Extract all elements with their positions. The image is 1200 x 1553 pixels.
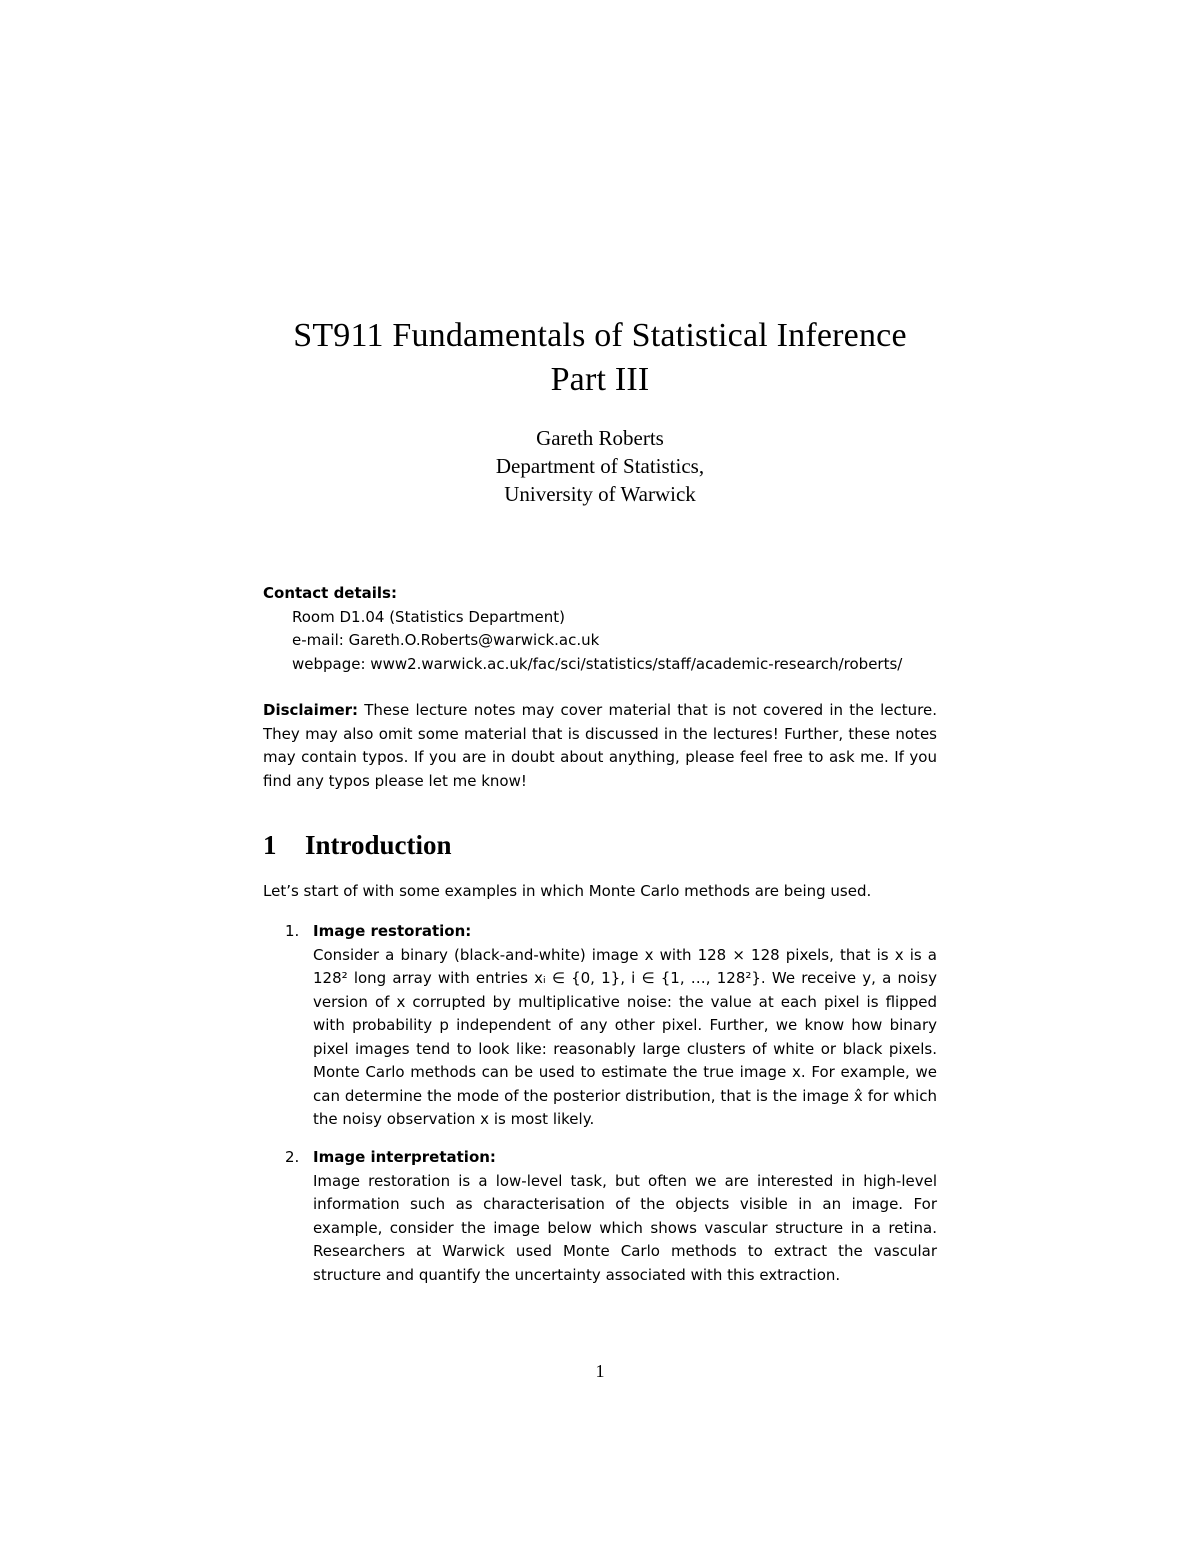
contact-heading: Contact details: [263,584,397,602]
contact-email: e-mail: Gareth.O.Roberts@warwick.ac.uk [292,631,600,649]
list-item-content [313,920,937,1132]
disclaimer-paragraph [263,699,937,793]
list-item-text: Consider a binary (black-and-white) image x with 128 × 128 pixels, that is x is a 128² long array with entries xᵢ ∈ {0, 1}, i ∈ {1, …, 128²}. We receive y, a noisy version of x corrupted by multiplicative noise: the value at each pixel is flipped with probability p independent of any other pixel. Further, we know how binary pixel images tend to look like: reasonably large clusters of white or black pixels. Monte Carlo methods can be used to estimate the true image x. For example, we can determine the mode of the posterior distribution, that is the image x̂ for which the noisy observation x is most likely. [313,945,937,1128]
contact-room: Room D1.04 (Statistics Department) [292,607,566,626]
list-item-image-restoration [263,920,937,1132]
document-subtitle: Part III [550,361,650,398]
list-item-image-interpretation [263,1146,937,1287]
contact-details [263,582,937,676]
list-item-title: Image restoration: [313,922,472,940]
page-number: 1 [595,1361,605,1381]
section-title: Introduction [305,830,452,860]
disclaimer-label: Disclaimer: [263,701,359,719]
section-number: 1 [263,830,277,860]
document-title: ST911 Fundamentals of Statistical Inference [293,317,907,354]
author-university: University of Warwick [504,482,696,506]
contact-webpage: webpage: www2.warwick.ac.uk/fac/sci/statistics/staff/academic-research/roberts/ [292,654,903,673]
section-intro: Let’s start of with some examples in which Monte Carlo methods are being used. [263,882,872,900]
section-heading [263,827,452,863]
author-name: Gareth Roberts [536,426,664,450]
list-item-text: Image restoration is a low-level task, but often we are interested in high-level information such as characterisation of the objects visible in an image. For example, consider the image below which shows vascular structure in a retina. Researchers at Warwick used Monte Carlo methods to extract the vascular structure and quantify the uncertainty associated with this extraction. [313,1171,937,1284]
list-item-content [313,1146,937,1287]
list-item-title: Image interpretation: [313,1148,496,1166]
list-item-marker: 2. [285,1148,300,1166]
disclaimer-text: These lecture notes may cover material that is not covered in the lecture. They may also omit some material that is discussed in the lectures! Further, these notes may contain typos. If you are in doubt about anything, please feel free to ask me. If you find any typos please let me know! [263,701,937,790]
author-department: Department of Statistics, [495,454,705,478]
list-item-marker: 1. [285,922,300,940]
author-block [0,424,1200,508]
